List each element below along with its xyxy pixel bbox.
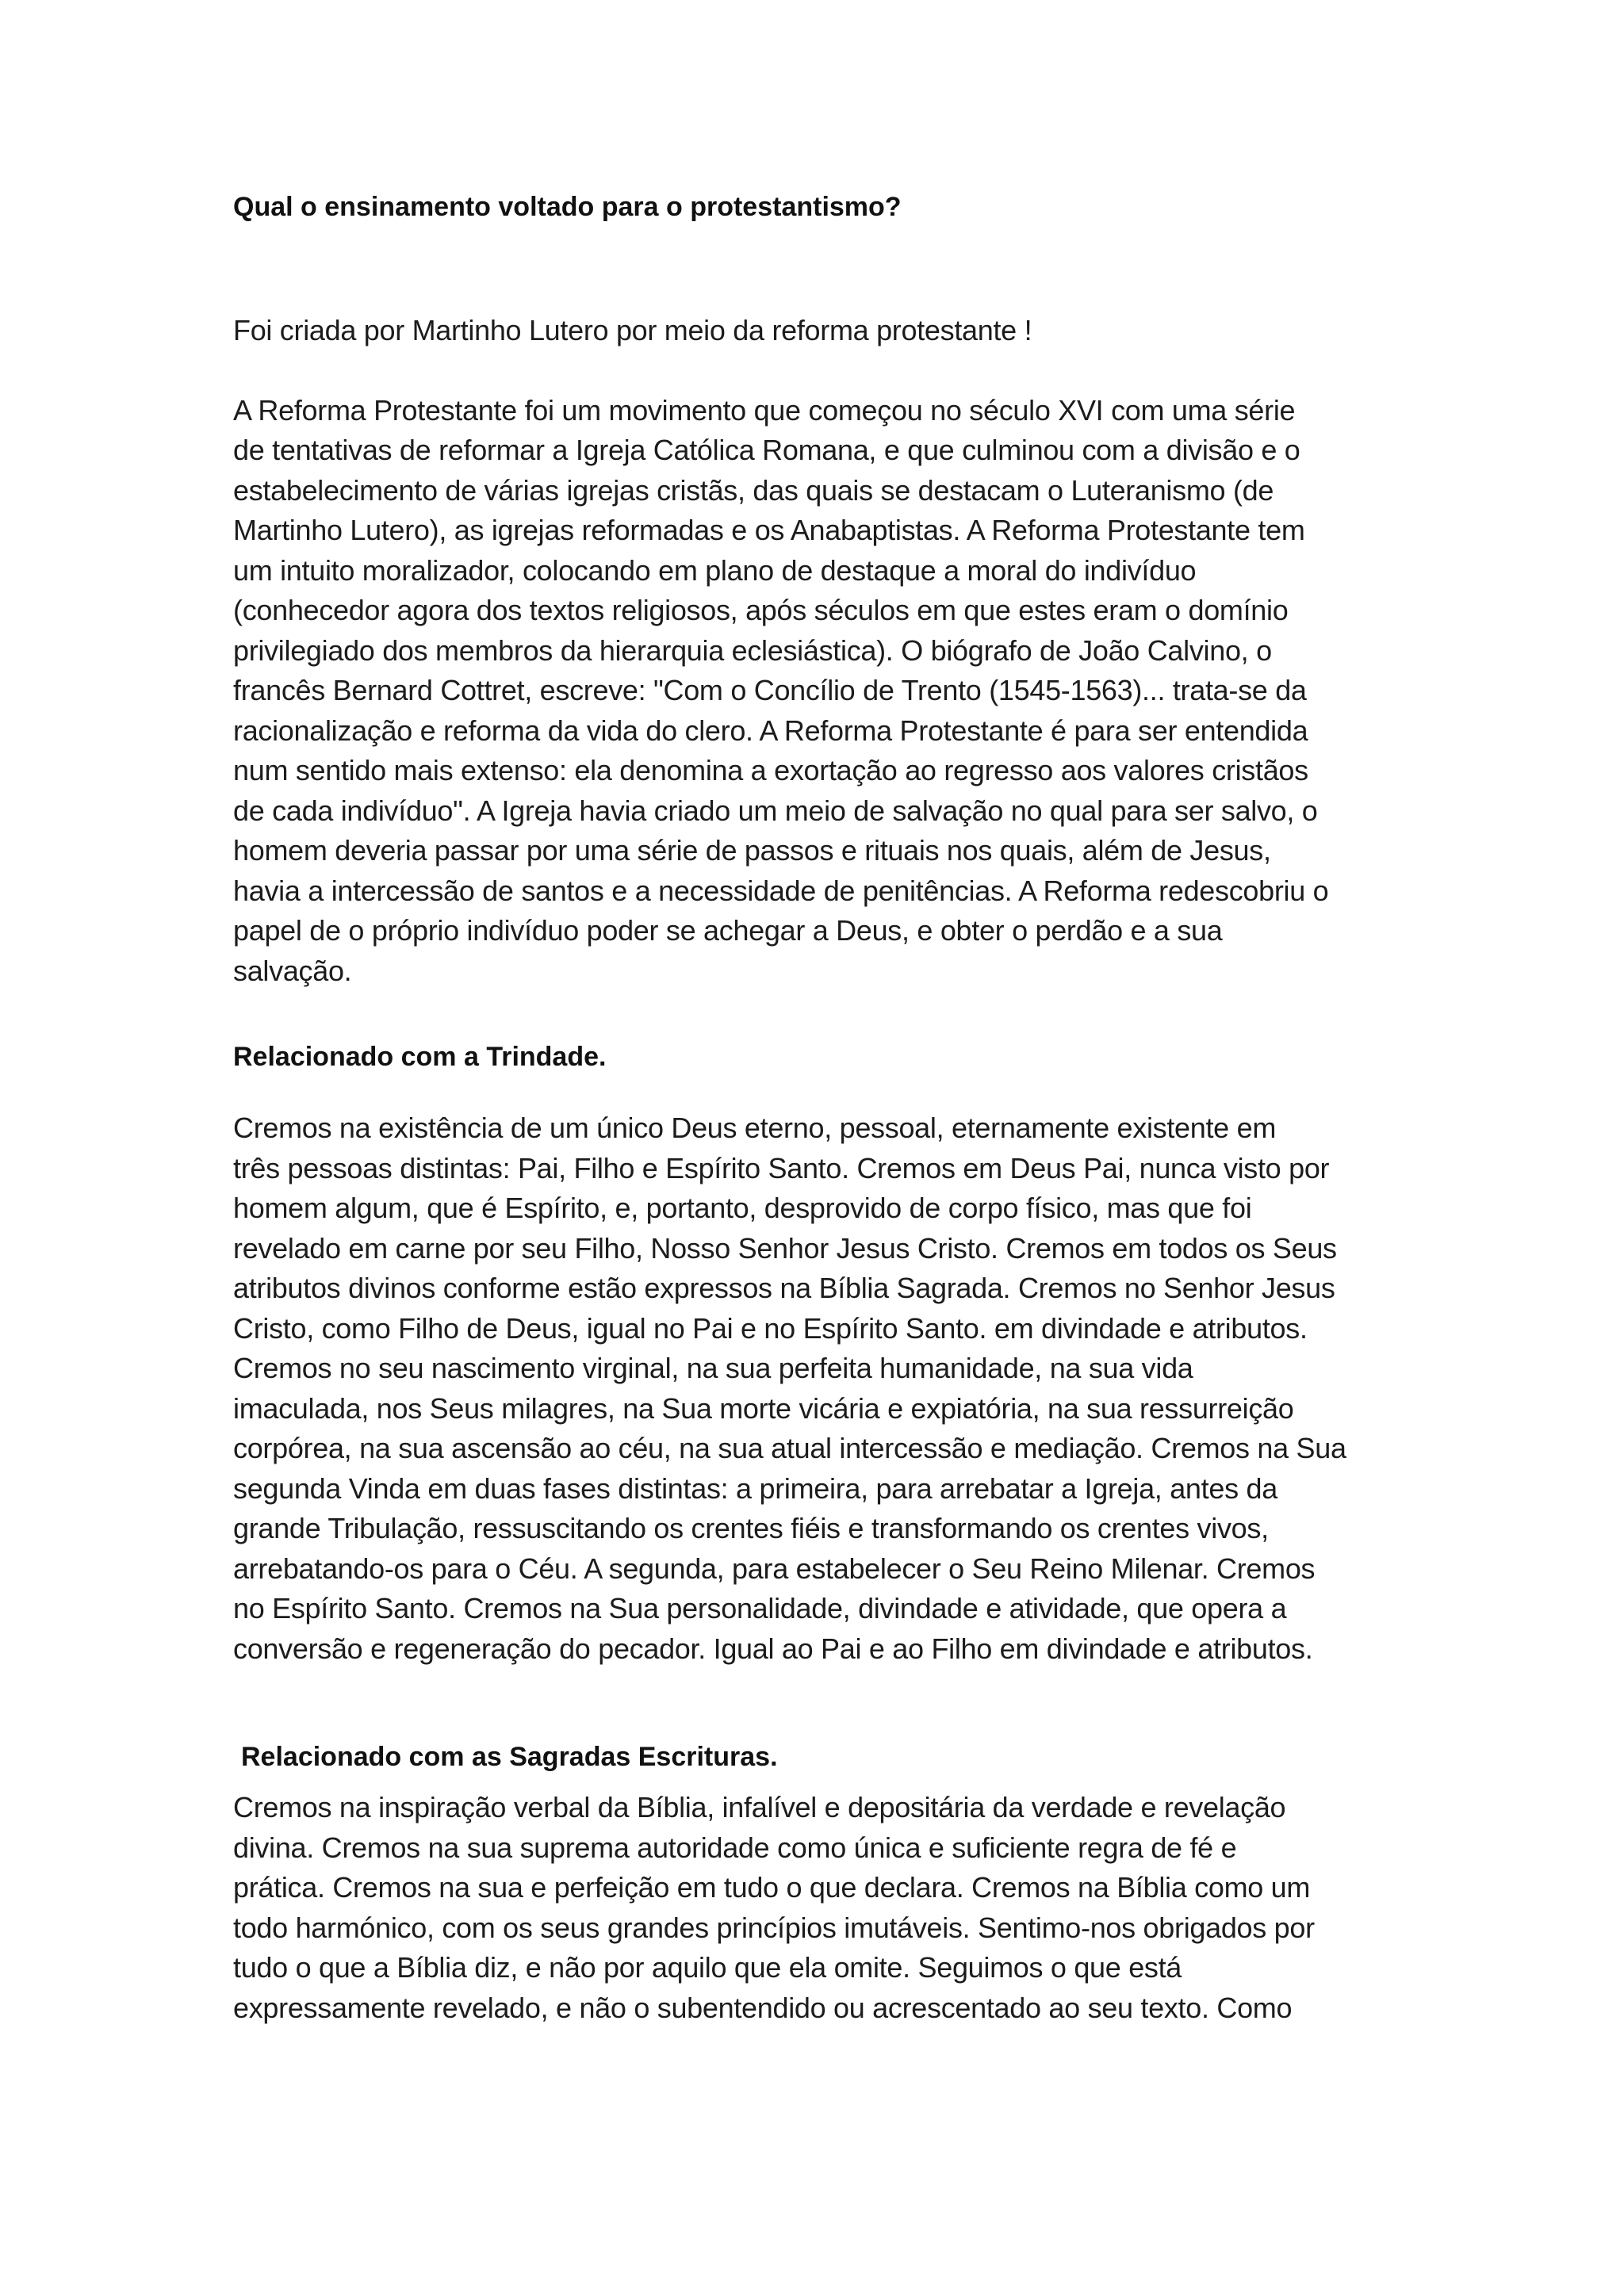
- paragraph-line: A Reforma Protestante foi um movimento que começou no século XVI com uma série: [233, 393, 1296, 427]
- paragraph-line: imaculada, nos Seus milagres, na Sua morte vicária e expiatória, na sua ressurreição: [233, 1391, 1294, 1425]
- paragraph-line: grande Tribulação, ressuscitando os crentes fiéis e transformando os crentes vivos,: [233, 1512, 1269, 1544]
- paragraph-line: francês Bernard Cottret, escreve: "Com o Concílio de Trento (1545-1563)... trata-se da: [233, 674, 1307, 706]
- paragraph-line: no Espírito Santo. Cremos na Sua personalidade, divindade e atividade, que opera a: [233, 1592, 1287, 1624]
- paragraph-line: três pessoas distintas: Pai, Filho e Espírito Santo. Cremos em Deus Pai, nunca visto por: [233, 1151, 1330, 1184]
- paragraph-line: todo harmónico, com os seus grandes princípios imutáveis. Sentimo-nos obrigados por: [233, 1911, 1315, 1944]
- paragraph-line: privilegiado dos membros da hierarquia eclesiástica). O biógrafo de João Calvino, o: [233, 633, 1272, 667]
- escrituras-paragraph: [233, 1788, 1407, 2028]
- paragraph-line: revelado em carne por seu Filho, Nosso Senhor Jesus Cristo. Cremos em todos os Seus: [233, 1231, 1337, 1265]
- paragraph-line: estabelecimento de várias igrejas cristãs, das quais se destacam o Luteranismo (de: [233, 473, 1274, 507]
- intro-paragraph: Foi criada por Martinho Lutero por meio da reforma protestante !: [233, 314, 1032, 346]
- paragraph-line: arrebatando-os para o Céu. A segunda, para estabelecer o Seu Reino Milenar. Cremos: [233, 1552, 1316, 1585]
- paragraph-line: homem deveria passar por uma série de passos e rituais nos quais, além de Jesus,: [233, 834, 1271, 867]
- paragraph-line: expressamente revelado, e não o subentendido ou acrescentado ao seu texto. Como: [233, 1991, 1293, 2024]
- paragraph-line: segunda Vinda em duas fases distintas: a primeira, para arrebatar a Igreja, antes da: [233, 1471, 1277, 1505]
- paragraph-line: prática. Cremos na sua e perfeição em tudo o que declara. Cremos na Bíblia como um: [233, 1871, 1311, 1904]
- paragraph-line: havia a intercessão de santos e a necessidade de penitências. A Reforma redescobriu o: [233, 874, 1329, 907]
- paragraph-line: Martinho Lutero), as igrejas reformadas e os Anabaptistas. A Reforma Protestante tem: [233, 514, 1305, 546]
- paragraph-line: homem algum, que é Espírito, e, portanto, desprovido de corpo físico, mas que foi: [233, 1192, 1252, 1224]
- paragraph-line: conversão e regeneração do pecador. Igual ao Pai e ao Filho em divindade e atributos.: [233, 1632, 1313, 1665]
- paragraph-line: Cremos na existência de um único Deus eterno, pessoal, eternamente existente em: [233, 1112, 1277, 1144]
- paragraph-line: racionalização e reforma da vida do clero. A Reforma Protestante é para ser entendida: [233, 714, 1308, 747]
- paragraph-line: um intuito moralizador, colocando em plano de destaque a moral do indivíduo: [233, 553, 1197, 587]
- paragraph-line: salvação.: [233, 954, 352, 987]
- page-title: Qual o ensinamento voltado para o protestantismo?: [233, 192, 902, 222]
- section-heading-trindade: Relacionado com a Trindade.: [233, 1042, 607, 1072]
- paragraph-line: (conhecedor agora dos textos religiosos, após séculos em que estes eram o domínio: [233, 594, 1289, 626]
- trindade-paragraph: [233, 1108, 1407, 1669]
- paragraph-line: de cada indivíduo". A Igreja havia criado um meio de salvação no qual para ser salvo, o: [233, 794, 1318, 827]
- paragraph-line: divina. Cremos na sua suprema autoridade como única e suficiente regra de fé e: [233, 1831, 1237, 1864]
- paragraph-line: Cristo, como Filho de Deus, igual no Pai e no Espírito Santo. em divindade e atributos.: [233, 1311, 1308, 1345]
- reforma-paragraph: [233, 391, 1407, 992]
- paragraph-line: atributos divinos conforme estão expressos na Bíblia Sagrada. Cremos no Senhor Jesus: [233, 1272, 1335, 1304]
- paragraph-line: corpórea, na sua ascensão ao céu, na sua atual intercessão e mediação. Cremos na Sua: [233, 1432, 1346, 1464]
- paragraph-line: papel de o próprio indivíduo poder se achegar a Deus, e obter o perdão e a sua: [233, 914, 1223, 947]
- paragraph-line: num sentido mais extenso: ela denomina a exortação ao regresso aos valores cristãos: [233, 754, 1308, 786]
- paragraph-line: Cremos no seu nascimento virginal, na sua perfeita humanidade, na sua vida: [233, 1352, 1193, 1384]
- paragraph-line: de tentativas de reformar a Igreja Católica Romana, e que culminou com a divisão e o: [233, 434, 1300, 466]
- section-heading-escrituras: Relacionado com as Sagradas Escrituras.: [241, 1742, 778, 1772]
- paragraph-line: Cremos na inspiração verbal da Bíblia, infalível e depositária da verdade e revelação: [233, 1791, 1286, 1823]
- paragraph-line: tudo o que a Bíblia diz, e não por aquilo que ela omite. Seguimos o que está: [233, 1951, 1182, 1984]
- document-body: [233, 187, 1407, 2028]
